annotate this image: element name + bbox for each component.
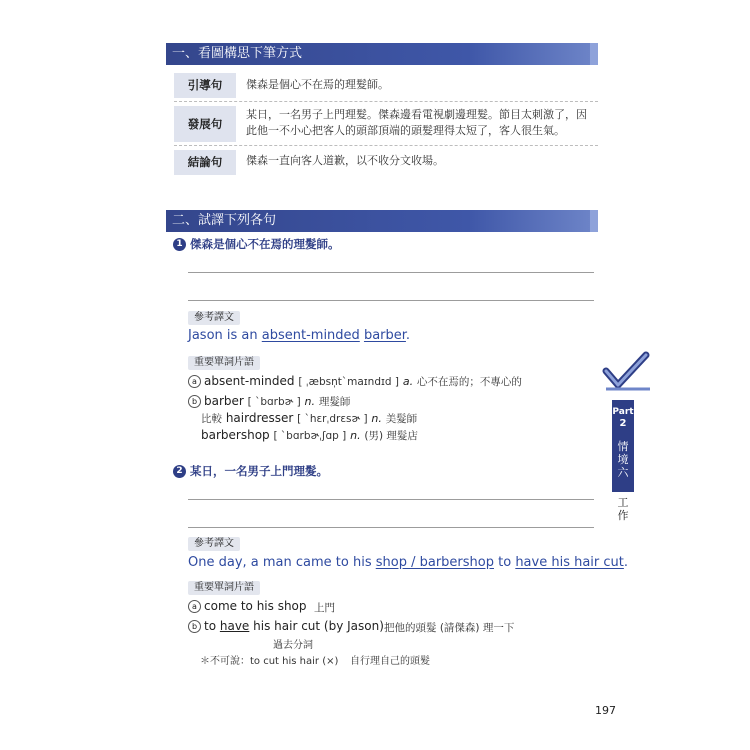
label-lead-sentence: 引導句 bbox=[174, 73, 236, 98]
page-number: 197 bbox=[595, 704, 616, 717]
development-sentence-line-1: 某日，一名男子上門理髮。傑森邊看電視劇邊理髮。節目太刺激了，因 bbox=[246, 108, 587, 121]
past-participle-note: 過去分詞 bbox=[273, 640, 313, 651]
question-1-text: 傑森是個心不在焉的理髮師。 bbox=[190, 237, 340, 251]
circled-letter: a bbox=[188, 600, 201, 613]
row-divider bbox=[174, 145, 598, 146]
vocab-item: a absent-minded [ ˌæbsn̩tˋmaɪndɪd ] a. 心不在焉的；不專心的 bbox=[188, 374, 522, 389]
question-2-text: 某日，一名男子上門理髮。 bbox=[190, 464, 328, 478]
underlined-word: have bbox=[219, 619, 250, 633]
part-tab bbox=[612, 400, 634, 492]
chapter-label: 情境六 bbox=[617, 440, 629, 479]
circled-letter: a bbox=[188, 375, 201, 388]
checkmark-icon bbox=[600, 345, 655, 400]
section-title-2-text: 二、試譯下列各句 bbox=[172, 213, 277, 228]
compare-item: barbershop [ ˋbɑrbɚˌʃɑp ] n. (男) 理髮店 bbox=[201, 428, 418, 442]
answer-line[interactable] bbox=[188, 527, 594, 528]
reference-translation-tag: 參考譯文 bbox=[188, 311, 240, 325]
compare-item: 比較 hairdresser [ ˋhɛrˌdrɛsɚ ] n. 美髮師 bbox=[201, 411, 418, 425]
question-number-1: 1 bbox=[173, 238, 186, 251]
vocab-item: a come to his shop bbox=[188, 599, 307, 613]
answer-line[interactable] bbox=[188, 300, 594, 301]
circled-letter: b bbox=[188, 620, 201, 633]
compare-label: 比較 bbox=[201, 413, 222, 425]
part-number: 2 bbox=[619, 418, 627, 429]
conclusion-sentence-text: 傑森一直向客人道歉，以不收分文收場。 bbox=[246, 154, 444, 167]
lead-sentence-text: 傑森是個心不在焉的理髮師。 bbox=[246, 78, 389, 91]
development-sentence-line-2: 此他一不小心把客人的頭部頂端的頭髮理得太短了，客人很生氣。 bbox=[246, 124, 565, 137]
section-title-1 bbox=[166, 43, 598, 65]
answer-line[interactable] bbox=[188, 272, 594, 273]
underlined-phrase: barber bbox=[363, 328, 406, 343]
question-number-2: 2 bbox=[173, 465, 186, 478]
vocab-item: b to have his hair cut (by Jason) bbox=[188, 619, 384, 633]
vocab-tag: 重要單詞片語 bbox=[188, 581, 260, 595]
not-allowed-note: ＊不可說：to cut his hair (×) bbox=[200, 656, 339, 667]
reference-translation-1: Jason is an absent-minded barber. bbox=[188, 328, 411, 343]
section-title-1-text: 一、看圖構思下筆方式 bbox=[172, 46, 303, 61]
reference-translation-tag: 參考譯文 bbox=[188, 537, 240, 551]
not-allowed-definition: 自行理自己的頭髮 bbox=[350, 656, 430, 667]
section-title-2 bbox=[166, 210, 598, 232]
circled-letter: b bbox=[188, 395, 201, 408]
vocab-definition: 上門 bbox=[314, 602, 335, 614]
label-development-sentence: 發展句 bbox=[174, 106, 236, 142]
vocab-tag: 重要單詞片語 bbox=[188, 356, 260, 370]
label-conclusion-sentence: 結論句 bbox=[174, 150, 236, 175]
row-divider bbox=[174, 101, 598, 102]
underlined-phrase: have his hair cut bbox=[515, 555, 624, 570]
reference-translation-2: One day, a man came to his shop / barbershop to have his hair cut. bbox=[188, 555, 629, 570]
topic-label: 工作 bbox=[617, 496, 629, 522]
underlined-phrase: absent-minded bbox=[261, 328, 360, 343]
underlined-phrase: shop / barbershop bbox=[375, 555, 494, 570]
answer-line[interactable] bbox=[188, 499, 594, 500]
vocab-item: b barber [ ˋbɑrbɚ ] n. 理髮師 bbox=[188, 394, 350, 409]
part-label: Part bbox=[612, 407, 634, 417]
vocab-definition: 把他的頭髮 (請傑森) 理一下 bbox=[384, 622, 515, 634]
